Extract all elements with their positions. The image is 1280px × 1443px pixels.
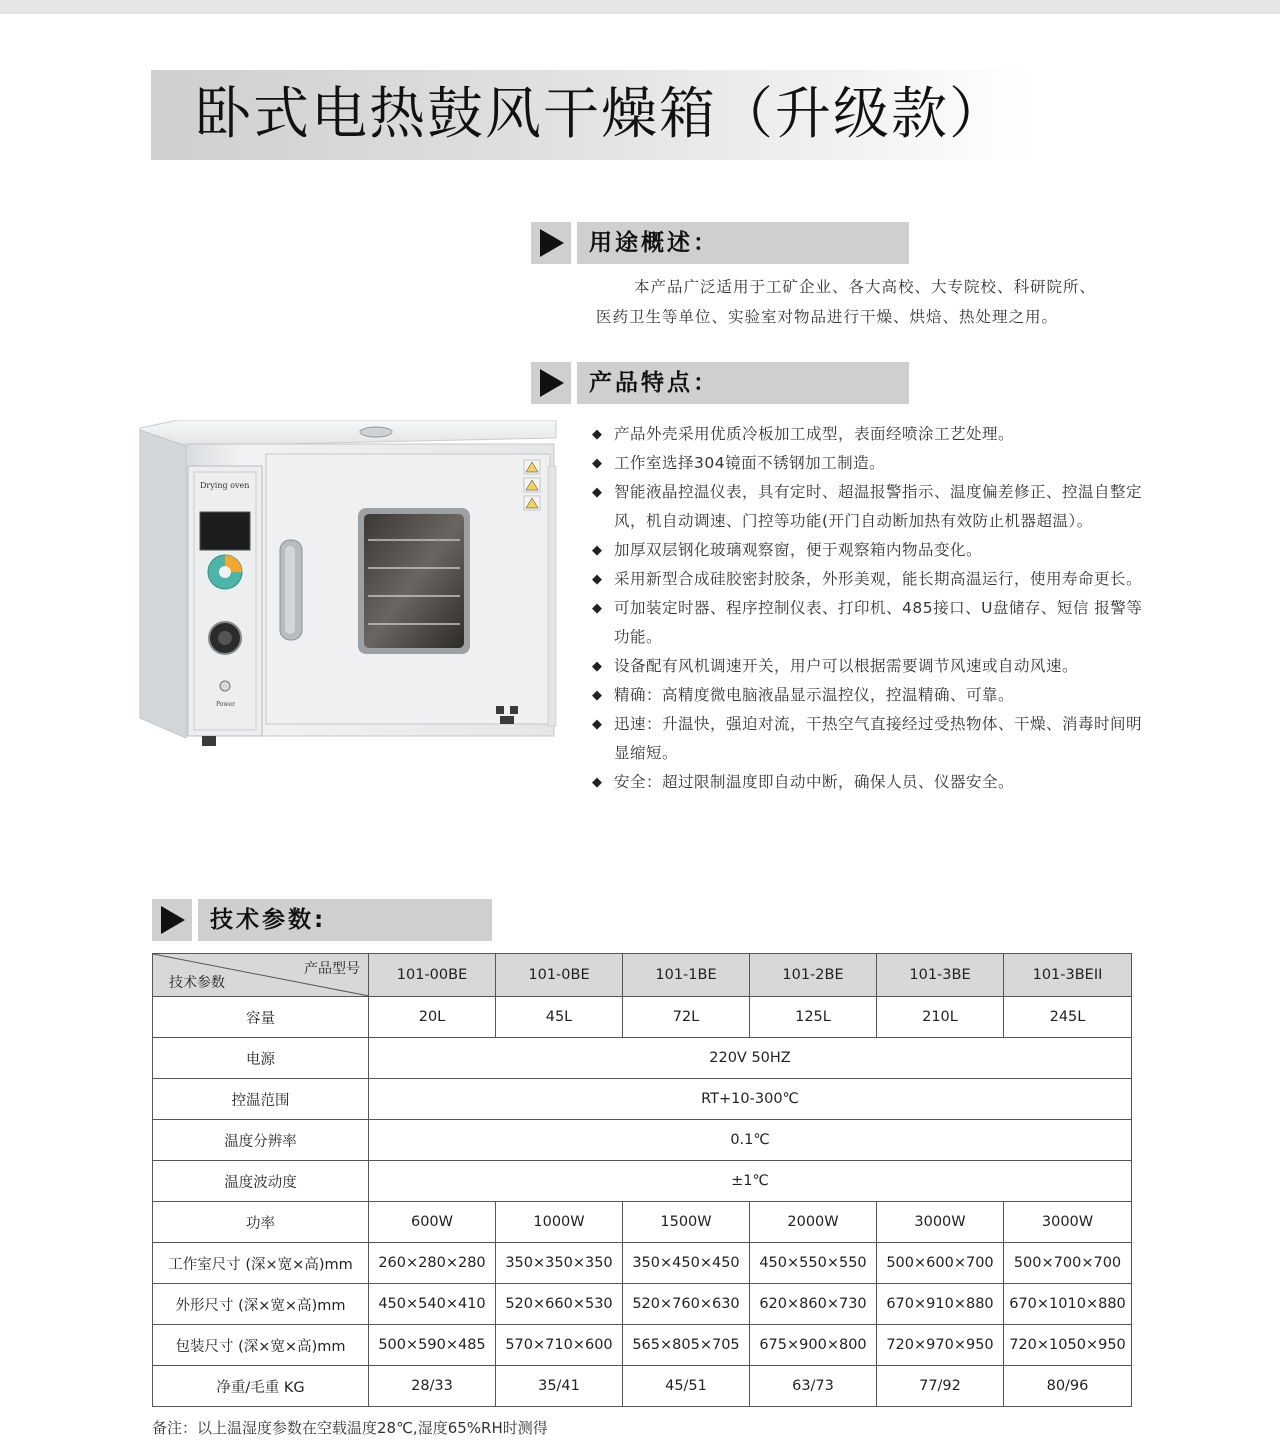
table-cell: ±1℃ — [369, 1161, 1132, 1202]
row-label: 净重/毛重 KG — [153, 1366, 369, 1407]
param-header-label: 技术参数 — [169, 975, 225, 991]
table-row — [153, 1079, 1132, 1120]
diamond-bullet-icon: ◆ — [592, 775, 603, 790]
table-cell: 600W — [369, 1202, 496, 1243]
table-cell: 570×710×600 — [496, 1325, 623, 1366]
table-cell: 77/92 — [877, 1366, 1004, 1407]
feature-item: ◆ 产品外壳采用优质冷板加工成型，表面经喷涂工艺处理。 — [592, 420, 1152, 449]
feature-item: ◆ 可加装定时器、程序控制仪表、打印机、485接口、U盘储存、短信 报警等功能。 — [592, 594, 1152, 652]
table-cell: RT+10-300℃ — [369, 1079, 1132, 1120]
model-header-label: 产品型号 — [304, 961, 360, 977]
power-label: Power — [216, 701, 235, 708]
model-header: 101-0BE — [496, 954, 623, 997]
feature-item: ◆ 采用新型合成硅胶密封胶条，外形美观，能长期高温运行，使用寿命更长。 — [592, 565, 1152, 594]
table-cell: 500×590×485 — [369, 1325, 496, 1366]
table-row — [153, 1202, 1132, 1243]
row-label: 电源 — [153, 1038, 369, 1079]
arrow-icon — [152, 899, 192, 941]
table-cell: 3000W — [1004, 1202, 1132, 1243]
usage-line: 本产品广泛适用于工矿企业、各大高校、大专院校、科研院所、 — [634, 278, 1097, 296]
feature-item: ◆ 精确：高精度微电脑液晶显示温控仪，控温精确、可靠。 — [592, 681, 1152, 710]
model-header: 101-3BEII — [1004, 954, 1132, 997]
table-cell: 1500W — [623, 1202, 750, 1243]
table-corner-cell — [153, 954, 369, 997]
diamond-bullet-icon: ◆ — [592, 688, 603, 703]
features-heading: 产品特点： — [589, 370, 719, 396]
model-header: 101-3BE — [877, 954, 1004, 997]
table-cell: 500×600×700 — [877, 1243, 1004, 1284]
table-cell: 72L — [623, 997, 750, 1038]
table-cell: 565×805×705 — [623, 1325, 750, 1366]
usage-line: 医药卫生等单位、实验室对物品进行干燥、烘焙、热处理之用。 — [596, 308, 1059, 326]
table-cell: 675×900×800 — [750, 1325, 877, 1366]
table-cell: 670×910×880 — [877, 1284, 1004, 1325]
row-label: 功率 — [153, 1202, 369, 1243]
table-cell: 220V 50HZ — [369, 1038, 1132, 1079]
table-cell: 20L — [369, 997, 496, 1038]
table-row — [153, 1325, 1132, 1366]
table-row — [153, 1038, 1132, 1079]
table-cell: 520×760×630 — [623, 1284, 750, 1325]
diamond-bullet-icon: ◆ — [592, 543, 603, 558]
diamond-bullet-icon: ◆ — [592, 717, 603, 732]
table-cell: 450×550×550 — [750, 1243, 877, 1284]
feature-item: ◆ 安全：超过限制温度即自动中断，确保人员、仪器安全。 — [592, 768, 1152, 797]
row-label: 容量 — [153, 997, 369, 1038]
table-row — [153, 997, 1132, 1038]
diamond-bullet-icon: ◆ — [592, 659, 603, 674]
features-list — [592, 420, 1152, 797]
usage-heading: 用途概述： — [589, 230, 719, 256]
specs-section-header — [152, 899, 492, 941]
diamond-bullet-icon: ◆ — [592, 601, 603, 616]
top-strip — [0, 0, 1280, 14]
features-section-header — [531, 362, 909, 404]
table-header-row — [153, 954, 1132, 997]
model-header: 101-1BE — [623, 954, 750, 997]
row-label: 温度分辨率 — [153, 1120, 369, 1161]
drying-oven-illustration — [138, 420, 558, 760]
feature-item: ◆ 工作室选择304镜面不锈钢加工制造。 — [592, 449, 1152, 478]
spec-table — [152, 953, 1132, 1407]
arrow-icon — [531, 222, 571, 264]
row-label: 包装尺寸 (深×宽×高)mm — [153, 1325, 369, 1366]
diamond-bullet-icon: ◆ — [592, 485, 603, 500]
arrow-icon — [531, 362, 571, 404]
table-row — [153, 1161, 1132, 1202]
table-cell: 450×540×410 — [369, 1284, 496, 1325]
feature-item: ◆ 加厚双层钢化玻璃观察窗，便于观察箱内物品变化。 — [592, 536, 1152, 565]
table-row — [153, 1284, 1132, 1325]
specs-heading: 技术参数: — [210, 907, 327, 933]
table-row — [153, 1243, 1132, 1284]
table-cell: 350×450×450 — [623, 1243, 750, 1284]
footnote: 备注：以上温湿度参数在空载温度28℃,湿度65%RH时测得 — [152, 1419, 548, 1437]
table-cell: 260×280×280 — [369, 1243, 496, 1284]
table-cell: 500×700×700 — [1004, 1243, 1132, 1284]
feature-item: ◆ 迅速：升温快，强迫对流，干热空气直接经过受热物体、干燥、消毒时间明显缩短。 — [592, 710, 1152, 768]
table-cell: 720×970×950 — [877, 1325, 1004, 1366]
model-header: 101-2BE — [750, 954, 877, 997]
usage-description — [596, 272, 1136, 332]
table-cell: 45L — [496, 997, 623, 1038]
table-cell: 520×660×530 — [496, 1284, 623, 1325]
table-cell: 1000W — [496, 1202, 623, 1243]
table-cell: 80/96 — [1004, 1366, 1132, 1407]
row-label: 控温范围 — [153, 1079, 369, 1120]
table-cell: 720×1050×950 — [1004, 1325, 1132, 1366]
diamond-bullet-icon: ◆ — [592, 427, 603, 442]
table-cell: 210L — [877, 997, 1004, 1038]
table-cell: 670×1010×880 — [1004, 1284, 1132, 1325]
row-label: 外形尺寸 (深×宽×高)mm — [153, 1284, 369, 1325]
usage-section-header — [531, 222, 909, 264]
table-cell: 63/73 — [750, 1366, 877, 1407]
row-label: 工作室尺寸 (深×宽×高)mm — [153, 1243, 369, 1284]
table-cell: 620×860×730 — [750, 1284, 877, 1325]
feature-item: ◆ 设备配有风机调速开关，用户可以根据需要调节风速或自动风速。 — [592, 652, 1152, 681]
panel-label: Drying oven — [200, 481, 250, 490]
diamond-bullet-icon: ◆ — [592, 572, 603, 587]
table-cell: 125L — [750, 997, 877, 1038]
table-cell: 35/41 — [496, 1366, 623, 1407]
feature-item: ◆ 智能液晶控温仪表，具有定时、超温报警指示、温度偏差修正、控温自整定风，机自动调速、门控等功能(开门自动断加热有效防止机器超温）。 — [592, 478, 1152, 536]
model-header: 101-00BE — [369, 954, 496, 997]
table-cell: 245L — [1004, 997, 1132, 1038]
table-cell: 2000W — [750, 1202, 877, 1243]
row-label: 温度波动度 — [153, 1161, 369, 1202]
page-title: 卧式电热鼓风干燥箱（升级款） — [195, 82, 1007, 147]
table-cell: 45/51 — [623, 1366, 750, 1407]
table-cell: 28/33 — [369, 1366, 496, 1407]
table-row — [153, 1120, 1132, 1161]
table-row — [153, 1366, 1132, 1407]
product-image — [138, 420, 558, 760]
table-cell: 350×350×350 — [496, 1243, 623, 1284]
table-cell: 0.1℃ — [369, 1120, 1132, 1161]
table-cell: 3000W — [877, 1202, 1004, 1243]
diamond-bullet-icon: ◆ — [592, 456, 603, 471]
